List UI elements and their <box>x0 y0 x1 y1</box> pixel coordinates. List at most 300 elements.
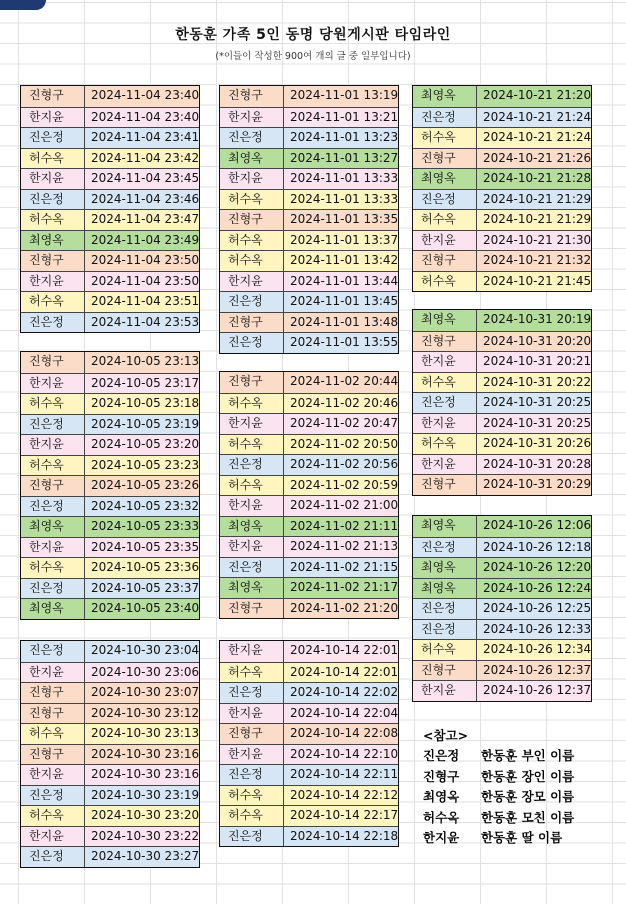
post-datetime: 2024-10-21 21:32 <box>483 253 591 267</box>
member-name: 진은정 <box>220 292 284 312</box>
member-name: 진은정 <box>21 313 85 333</box>
member-name: 허수옥 <box>220 435 284 455</box>
table-row <box>21 393 199 414</box>
member-name: 진형구 <box>21 251 85 271</box>
table-row <box>21 373 199 394</box>
reference-name: 허수옥 <box>423 809 460 825</box>
post-datetime: 2024-11-02 20:44 <box>290 374 398 388</box>
member-name: 허수옥 <box>220 251 284 271</box>
post-datetime: 2024-10-30 23:07 <box>91 685 199 699</box>
member-name: 한지윤 <box>220 704 284 724</box>
member-name: 허수옥 <box>220 806 284 826</box>
member-name: 진형구 <box>413 332 477 352</box>
reference-description: 한동훈 부인 이름 <box>481 748 575 763</box>
table-row <box>21 578 199 599</box>
post-datetime: 2024-10-30 23:27 <box>91 849 199 863</box>
member-name: 한지윤 <box>21 827 85 847</box>
member-name: 한지윤 <box>21 663 85 683</box>
table-row <box>413 351 591 372</box>
post-datetime: 2024-10-14 22:08 <box>290 726 398 740</box>
post-datetime: 2024-11-01 13:45 <box>290 294 398 308</box>
member-name: 진은정 <box>413 538 477 558</box>
member-name: 허수옥 <box>413 128 477 148</box>
table-row <box>220 475 398 496</box>
member-name: 진은정 <box>21 847 85 867</box>
post-datetime: 2024-11-04 23:41 <box>91 130 199 144</box>
table-row <box>220 413 398 434</box>
post-datetime: 2024-11-01 13:55 <box>290 335 398 349</box>
post-datetime: 2024-10-26 12:06 <box>483 518 591 532</box>
post-datetime: 2024-11-02 20:46 <box>290 395 398 410</box>
post-datetime: 2024-11-02 21:20 <box>290 600 398 615</box>
post-datetime: 2024-10-30 23:12 <box>91 705 199 720</box>
table-row <box>220 495 398 516</box>
member-name: 허수옥 <box>21 456 85 476</box>
table-row <box>21 662 199 683</box>
reference-item <box>423 746 603 767</box>
table-row <box>220 703 398 724</box>
post-datetime: 2024-11-01 13:42 <box>290 253 398 267</box>
post-datetime: 2024-11-01 13:21 <box>290 109 398 124</box>
member-name: 진형구 <box>413 661 477 681</box>
member-name: 진은정 <box>220 765 284 785</box>
table-row <box>21 414 199 435</box>
member-name: 진은정 <box>413 620 477 640</box>
table-row <box>220 577 398 598</box>
table-row <box>220 723 398 744</box>
table-row <box>220 393 398 414</box>
member-name: 최영옥 <box>413 579 477 599</box>
member-name: 한지윤 <box>220 496 284 516</box>
member-name: 허수옥 <box>21 292 85 312</box>
post-datetime: 2024-10-21 21:26 <box>483 150 591 165</box>
post-datetime: 2024-11-01 13:27 <box>290 150 398 165</box>
post-datetime: 2024-10-26 12:37 <box>483 662 591 677</box>
member-name: 허수옥 <box>220 190 284 210</box>
post-datetime: 2024-11-04 23:53 <box>91 314 199 329</box>
post-datetime: 2024-11-02 21:13 <box>290 539 398 553</box>
post-datetime: 2024-10-05 23:13 <box>91 354 199 368</box>
timeline-table-2024-11-02 <box>219 371 399 619</box>
post-datetime: 2024-10-14 22:17 <box>290 808 398 822</box>
post-datetime: 2024-10-05 23:40 <box>91 601 199 615</box>
table-row <box>413 209 591 230</box>
table-row <box>21 475 199 496</box>
post-datetime: 2024-11-01 13:48 <box>290 314 398 329</box>
table-row <box>220 557 398 578</box>
post-datetime: 2024-10-21 21:28 <box>483 171 591 185</box>
member-name: 진은정 <box>21 415 85 435</box>
member-name: 허수옥 <box>220 231 284 251</box>
post-datetime: 2024-11-04 23:51 <box>91 294 199 308</box>
post-datetime: 2024-10-05 23:35 <box>91 539 199 554</box>
post-datetime: 2024-10-31 20:25 <box>483 395 591 409</box>
post-datetime: 2024-10-14 22:18 <box>290 828 398 843</box>
member-name: 진형구 <box>220 210 284 230</box>
table-row <box>413 250 591 271</box>
table-row <box>413 127 591 148</box>
table-row <box>220 189 398 210</box>
reference-title: <참고> <box>423 728 469 743</box>
table-row <box>413 639 591 660</box>
post-datetime: 2024-10-30 23:19 <box>91 787 199 802</box>
member-name: 허수옥 <box>220 476 284 496</box>
member-name: 진형구 <box>413 251 477 271</box>
member-name: 한지윤 <box>413 414 477 434</box>
member-name: 진은정 <box>413 599 477 619</box>
table-row <box>220 454 398 475</box>
table-row <box>413 433 591 454</box>
member-name: 허수옥 <box>413 373 477 393</box>
table-row <box>413 660 591 681</box>
member-name: 최영옥 <box>21 231 85 251</box>
post-datetime: 2024-10-26 12:18 <box>483 539 591 554</box>
post-datetime: 2024-11-02 21:15 <box>290 559 398 574</box>
reference-name: 진은정 <box>423 748 460 763</box>
reference-legend <box>423 726 603 849</box>
post-datetime: 2024-10-30 23:06 <box>91 664 199 679</box>
timeline-table-2024-10-26 <box>412 515 592 702</box>
table-row <box>220 764 398 785</box>
table-row <box>21 148 199 169</box>
member-name: 진형구 <box>21 704 85 724</box>
member-name: 허수옥 <box>21 806 85 826</box>
post-datetime: 2024-10-14 22:01 <box>290 664 398 679</box>
table-row <box>21 598 199 619</box>
post-datetime: 2024-11-04 23:40 <box>91 109 199 124</box>
reference-description: 한동훈 모친 이름 <box>481 809 575 825</box>
member-name: 진은정 <box>220 128 284 148</box>
page-title: 한동훈 가족 5인 동명 당원게시판 타임라인 <box>175 27 451 43</box>
post-datetime: 2024-10-31 20:28 <box>483 456 591 471</box>
post-datetime: 2024-10-26 12:34 <box>483 642 591 656</box>
post-datetime: 2024-10-31 20:20 <box>483 333 591 348</box>
member-name: 진은정 <box>21 190 85 210</box>
table-row <box>220 107 398 128</box>
post-datetime: 2024-10-31 20:22 <box>483 374 591 389</box>
post-datetime: 2024-11-04 23:45 <box>91 171 199 185</box>
table-row <box>220 434 398 455</box>
table-row <box>21 846 199 867</box>
post-datetime: 2024-10-05 23:26 <box>91 478 199 492</box>
table-row <box>21 230 199 251</box>
table-row <box>413 516 591 537</box>
table-row <box>21 107 199 128</box>
post-datetime: 2024-11-04 23:47 <box>91 212 199 226</box>
post-datetime: 2024-11-02 21:17 <box>290 580 398 594</box>
member-name: 한지윤 <box>21 765 85 785</box>
table-row <box>220 127 398 148</box>
table-row <box>413 189 591 210</box>
table-row <box>220 641 398 662</box>
member-name: 한지윤 <box>21 108 85 128</box>
post-datetime: 2024-11-04 23:42 <box>91 150 199 165</box>
post-datetime: 2024-11-01 13:33 <box>290 191 398 206</box>
member-name: 한지윤 <box>220 641 284 662</box>
post-datetime: 2024-10-26 12:33 <box>483 621 591 636</box>
member-name: 한지윤 <box>220 272 284 292</box>
member-name: 허수옥 <box>413 272 477 292</box>
reference-name: 최영옥 <box>423 789 460 804</box>
member-name: 한지윤 <box>21 435 85 455</box>
timeline-table-2024-10-05 <box>20 351 200 620</box>
table-row <box>21 209 199 230</box>
member-name: 한지윤 <box>413 231 477 251</box>
table-row <box>21 189 199 210</box>
post-datetime: 2024-10-21 21:20 <box>483 88 591 102</box>
member-name: 허수옥 <box>220 663 284 683</box>
post-datetime: 2024-11-02 21:00 <box>290 498 398 512</box>
post-datetime: 2024-10-26 12:24 <box>483 580 591 595</box>
post-datetime: 2024-10-14 22:01 <box>290 643 398 657</box>
post-datetime: 2024-11-01 13:35 <box>290 212 398 226</box>
page-subtitle: (*이들이 작성한 900여 개의 글 중 일부입니다) <box>215 51 411 62</box>
member-name: 허수옥 <box>413 434 477 454</box>
table-row <box>21 455 199 476</box>
member-name: 한지윤 <box>21 374 85 394</box>
member-name: 한지윤 <box>220 745 284 765</box>
member-name: 진은정 <box>21 128 85 148</box>
post-datetime: 2024-10-26 12:20 <box>483 560 591 574</box>
member-name: 진형구 <box>21 476 85 496</box>
timeline-table-2024-11-04 <box>20 85 200 333</box>
member-name: 최영옥 <box>21 599 85 619</box>
post-datetime: 2024-10-05 23:23 <box>91 457 199 472</box>
table-row <box>21 434 199 455</box>
member-name: 한지윤 <box>220 169 284 189</box>
post-datetime: 2024-10-05 23:37 <box>91 580 199 595</box>
table-row <box>21 764 199 785</box>
table-row <box>413 230 591 251</box>
table-row <box>220 598 398 619</box>
reference-description: 한동훈 장인 이름 <box>481 768 575 784</box>
table-row <box>220 230 398 251</box>
table-row <box>220 826 398 847</box>
member-name: 허수옥 <box>413 640 477 660</box>
member-name: 진은정 <box>413 190 477 210</box>
post-datetime: 2024-10-30 23:20 <box>91 808 199 822</box>
member-name: 최영옥 <box>413 169 477 189</box>
member-name: 진형구 <box>413 475 477 495</box>
table-row <box>21 271 199 292</box>
member-name: 한지윤 <box>413 455 477 475</box>
member-name: 한지윤 <box>220 414 284 434</box>
post-datetime: 2024-10-14 22:02 <box>290 685 398 699</box>
post-datetime: 2024-11-04 23:46 <box>91 191 199 206</box>
post-datetime: 2024-11-01 13:37 <box>290 232 398 247</box>
table-row <box>21 127 199 148</box>
member-name: 진형구 <box>220 724 284 744</box>
member-name: 허수옥 <box>21 394 85 414</box>
post-datetime: 2024-10-31 20:19 <box>483 312 591 326</box>
member-name: 허수옥 <box>21 558 85 578</box>
member-name: 한지윤 <box>21 538 85 558</box>
member-name: 진은정 <box>413 393 477 413</box>
post-datetime: 2024-10-05 23:19 <box>91 416 199 431</box>
post-datetime: 2024-10-21 21:24 <box>483 130 591 144</box>
table-row <box>413 578 591 599</box>
post-datetime: 2024-10-05 23:32 <box>91 498 199 513</box>
member-name: 진형구 <box>220 372 284 393</box>
table-row <box>220 744 398 765</box>
table-row <box>220 209 398 230</box>
timeline-table-2024-10-14 <box>219 640 399 847</box>
member-name: 진은정 <box>220 558 284 578</box>
table-row <box>21 537 199 558</box>
table-row <box>21 516 199 537</box>
post-datetime: 2024-10-31 20:29 <box>483 477 591 491</box>
table-row <box>413 148 591 169</box>
member-name: 허수옥 <box>413 210 477 230</box>
reference-item <box>423 808 603 829</box>
post-datetime: 2024-10-31 20:21 <box>483 354 591 368</box>
post-datetime: 2024-10-21 21:29 <box>483 212 591 226</box>
member-name: 한지윤 <box>220 108 284 128</box>
table-row <box>21 168 199 189</box>
reference-name: 한지윤 <box>423 830 460 845</box>
table-row <box>413 392 591 413</box>
table-row <box>220 312 398 333</box>
table-row <box>21 682 199 703</box>
post-datetime: 2024-11-02 20:50 <box>290 436 398 451</box>
corner-logo-shape <box>0 0 46 10</box>
timeline-table-2024-10-30 <box>20 640 200 868</box>
member-name: 최영옥 <box>413 86 477 107</box>
member-name: 진은정 <box>220 827 284 847</box>
post-datetime: 2024-10-30 23:16 <box>91 767 199 781</box>
table-row <box>413 598 591 619</box>
table-row <box>413 271 591 292</box>
table-row <box>21 805 199 826</box>
table-row <box>220 662 398 683</box>
table-row <box>21 86 199 107</box>
table-row <box>220 271 398 292</box>
member-name: 진은정 <box>413 108 477 128</box>
member-name: 진형구 <box>220 599 284 619</box>
member-name: 허수옥 <box>21 724 85 744</box>
table-row <box>220 516 398 537</box>
table-row <box>21 496 199 517</box>
reference-item <box>423 828 603 849</box>
table-row <box>21 312 199 333</box>
reference-description: 한동훈 딸 이름 <box>481 830 563 845</box>
member-name: 한지윤 <box>21 272 85 292</box>
reference-description: 한동훈 장모 이름 <box>481 789 575 804</box>
member-name: 최영옥 <box>220 578 284 598</box>
post-datetime: 2024-11-01 13:23 <box>290 130 398 144</box>
table-row <box>21 703 199 724</box>
member-name: 허수옥 <box>21 210 85 230</box>
member-name: 최영옥 <box>220 517 284 537</box>
table-row <box>413 86 591 107</box>
table-row <box>413 537 591 558</box>
member-name: 진형구 <box>21 352 85 373</box>
member-name: 최영옥 <box>220 149 284 169</box>
reference-name: 진형구 <box>423 768 460 784</box>
post-datetime: 2024-10-31 20:26 <box>483 436 591 450</box>
post-datetime: 2024-10-14 22:11 <box>290 767 398 781</box>
member-name: 진형구 <box>21 86 85 107</box>
table-row <box>21 250 199 271</box>
post-datetime: 2024-10-05 23:20 <box>91 437 199 451</box>
table-row <box>21 744 199 765</box>
member-name: 최영옥 <box>21 517 85 537</box>
member-name: 최영옥 <box>413 310 477 331</box>
post-datetime: 2024-10-14 22:10 <box>290 746 398 761</box>
member-name: 진형구 <box>21 683 85 703</box>
member-name: 진은정 <box>220 455 284 475</box>
table-row <box>413 168 591 189</box>
member-name: 진은정 <box>220 683 284 703</box>
table-row <box>413 557 591 578</box>
post-datetime: 2024-11-04 23:49 <box>91 232 199 247</box>
table-row <box>21 352 199 373</box>
post-datetime: 2024-10-30 23:16 <box>91 746 199 761</box>
post-datetime: 2024-11-02 20:47 <box>290 416 398 430</box>
member-name: 한지윤 <box>21 169 85 189</box>
member-name: 진은정 <box>220 333 284 353</box>
table-row <box>413 107 591 128</box>
table-row <box>220 682 398 703</box>
table-row <box>21 641 199 662</box>
member-name: 허수옥 <box>21 149 85 169</box>
timeline-table-2024-10-31 <box>412 309 592 496</box>
table-row <box>220 332 398 353</box>
table-row <box>413 413 591 434</box>
post-datetime: 2024-10-21 21:29 <box>483 191 591 206</box>
member-name: 진형구 <box>413 149 477 169</box>
table-row <box>413 619 591 640</box>
member-name: 한지윤 <box>413 352 477 372</box>
post-datetime: 2024-10-21 21:30 <box>483 232 591 247</box>
table-row <box>220 372 398 393</box>
post-datetime: 2024-11-01 13:44 <box>290 273 398 288</box>
post-datetime: 2024-10-30 23:13 <box>91 726 199 740</box>
table-row <box>220 536 398 557</box>
table-row <box>21 785 199 806</box>
table-row <box>220 805 398 826</box>
table-row <box>21 557 199 578</box>
reference-item <box>423 787 603 808</box>
member-name: 최영옥 <box>413 558 477 578</box>
post-datetime: 2024-11-01 13:33 <box>290 171 398 185</box>
post-datetime: 2024-10-26 12:37 <box>483 683 591 697</box>
post-datetime: 2024-11-02 20:56 <box>290 457 398 471</box>
member-name: 한지윤 <box>413 681 477 701</box>
timeline-table-2024-11-01 <box>219 85 399 354</box>
member-name: 진은정 <box>21 641 85 662</box>
post-datetime: 2024-10-30 23:04 <box>91 643 199 657</box>
member-name: 진형구 <box>220 86 284 107</box>
post-datetime: 2024-10-05 23:36 <box>91 560 199 574</box>
member-name: 한지윤 <box>220 537 284 557</box>
table-row <box>220 785 398 806</box>
reference-item <box>423 767 603 788</box>
post-datetime: 2024-10-21 21:45 <box>483 273 591 288</box>
post-datetime: 2024-10-26 12:25 <box>483 601 591 615</box>
table-row <box>220 168 398 189</box>
post-datetime: 2024-10-31 20:25 <box>483 415 591 430</box>
post-datetime: 2024-11-02 21:11 <box>290 518 398 533</box>
member-name: 진형구 <box>21 745 85 765</box>
post-datetime: 2024-10-30 23:22 <box>91 828 199 843</box>
table-row <box>220 291 398 312</box>
post-datetime: 2024-11-02 20:59 <box>290 477 398 492</box>
post-datetime: 2024-10-14 22:12 <box>290 787 398 802</box>
table-row <box>21 826 199 847</box>
member-name: 진은정 <box>21 579 85 599</box>
member-name: 진형구 <box>220 313 284 333</box>
